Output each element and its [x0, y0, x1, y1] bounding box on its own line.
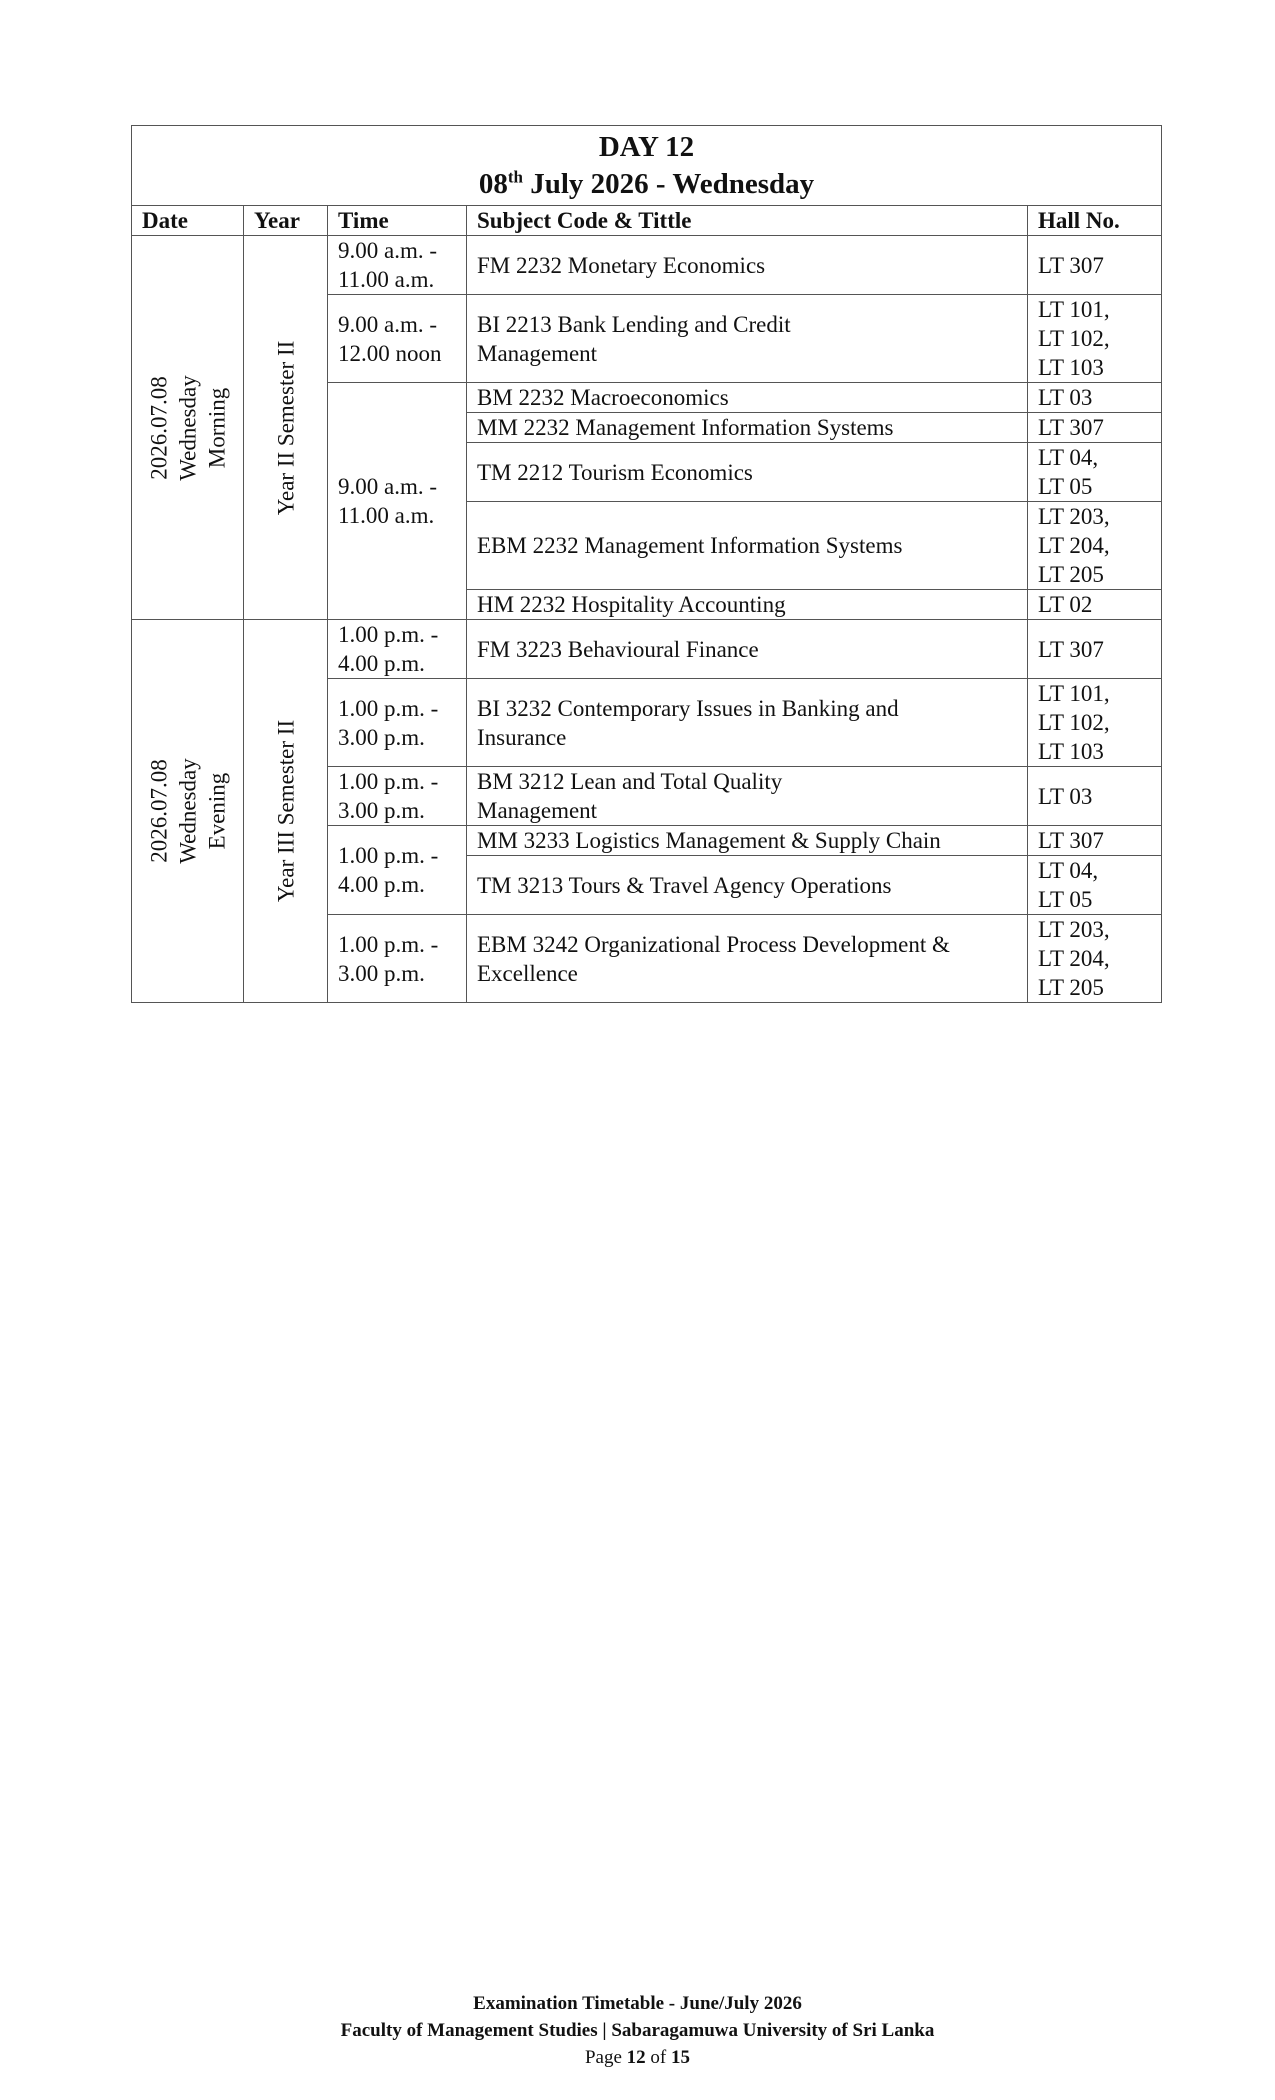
subject-cell: EBM 2232 Management Information Systems [467, 502, 1028, 590]
hall-cell: LT 03 [1028, 767, 1162, 826]
time-cell: 1.00 p.m. - 3.00 p.m. [328, 915, 467, 1003]
session-year-cell [244, 620, 328, 1003]
subject-cell: BI 2213 Bank Lending and Credit Management [467, 295, 1028, 383]
subject-cell: EBM 3242 Organizational Process Development & Excellence [467, 915, 1028, 1003]
table-row [132, 620, 1162, 679]
subject-cell: HM 2232 Hospitality Accounting [467, 590, 1028, 620]
hall-cell: LT 203, LT 204, LT 205 [1028, 502, 1162, 590]
time-cell: 1.00 p.m. - 3.00 p.m. [328, 679, 467, 767]
page-number [0, 2044, 1275, 2071]
col-header-year: Year [244, 206, 328, 236]
hall-cell: LT 203, LT 204, LT 205 [1028, 915, 1162, 1003]
title-row [132, 126, 1162, 206]
time-cell: 9.00 a.m. - 11.00 a.m. [328, 383, 467, 620]
subject-cell: MM 2232 Management Information Systems [467, 413, 1028, 443]
time-cell: 1.00 p.m. - 4.00 p.m. [328, 620, 467, 679]
page-word: Page [584, 2047, 627, 2068]
day-title [132, 126, 1162, 206]
subject-cell: TM 3213 Tours & Travel Agency Operations [467, 856, 1028, 915]
hall-cell: LT 101, LT 102, LT 103 [1028, 679, 1162, 767]
session-date: 2026.07.08 Wednesday Morning [146, 374, 229, 481]
footer-faculty: Faculty of Management Studies | Sabaragamuwa University of Sri Lanka [340, 2020, 935, 2041]
hall-cell: LT 307 [1028, 826, 1162, 856]
subject-cell: MM 3233 Logistics Management & Supply Chain [467, 826, 1028, 856]
date-number: 08 [478, 168, 508, 200]
session-date-cell [132, 236, 244, 620]
page-total: 15 [671, 2047, 690, 2068]
hall-cell: LT 307 [1028, 413, 1162, 443]
time-cell: 1.00 p.m. - 3.00 p.m. [328, 767, 467, 826]
col-header-time: Time [328, 206, 467, 236]
col-header-hall: Hall No. [1028, 206, 1162, 236]
exam-timetable [131, 125, 1162, 1003]
session-date: 2026.07.08 Wednesday Evening [146, 758, 229, 864]
hall-cell: LT 04, LT 05 [1028, 443, 1162, 502]
time-cell: 9.00 a.m. - 11.00 a.m. [328, 236, 467, 295]
page-current: 12 [626, 2047, 646, 2068]
hall-cell: LT 04, LT 05 [1028, 856, 1162, 915]
subject-cell: FM 3223 Behavioural Finance [467, 620, 1028, 679]
hall-cell: LT 02 [1028, 590, 1162, 620]
table-row [132, 236, 1162, 295]
hall-cell: LT 307 [1028, 620, 1162, 679]
col-header-subject: Subject Code & Tittle [467, 206, 1028, 236]
day-heading: DAY 12 [598, 131, 695, 163]
subject-cell: BI 3232 Contemporary Issues in Banking and Insurance [467, 679, 1028, 767]
session-year-cell [244, 236, 328, 620]
time-cell: 1.00 p.m. - 4.00 p.m. [328, 826, 467, 915]
hall-cell: LT 307 [1028, 236, 1162, 295]
subject-cell: TM 2212 Tourism Economics [467, 443, 1028, 502]
subject-cell: FM 2232 Monetary Economics [467, 236, 1028, 295]
hall-cell: LT 03 [1028, 383, 1162, 413]
day-date [132, 166, 1161, 203]
page-of: of [645, 2047, 671, 2068]
footer-title: Examination Timetable - June/July 2026 [473, 1993, 802, 2014]
hall-cell: LT 101, LT 102, LT 103 [1028, 295, 1162, 383]
date-suffix: th [507, 167, 523, 187]
subject-cell: BM 2232 Macroeconomics [467, 383, 1028, 413]
session-year: Year II Semester II [273, 340, 298, 515]
col-header-date: Date [132, 206, 244, 236]
session-year: Year III Semester II [273, 719, 298, 903]
subject-cell: BM 3212 Lean and Total Quality Management [467, 767, 1028, 826]
column-header-row [132, 206, 1162, 236]
page-footer [0, 1990, 1275, 2071]
session-date-cell [132, 620, 244, 1003]
date-rest: July 2026 - Wednesday [523, 168, 815, 200]
time-cell: 9.00 a.m. - 12.00 noon [328, 295, 467, 383]
